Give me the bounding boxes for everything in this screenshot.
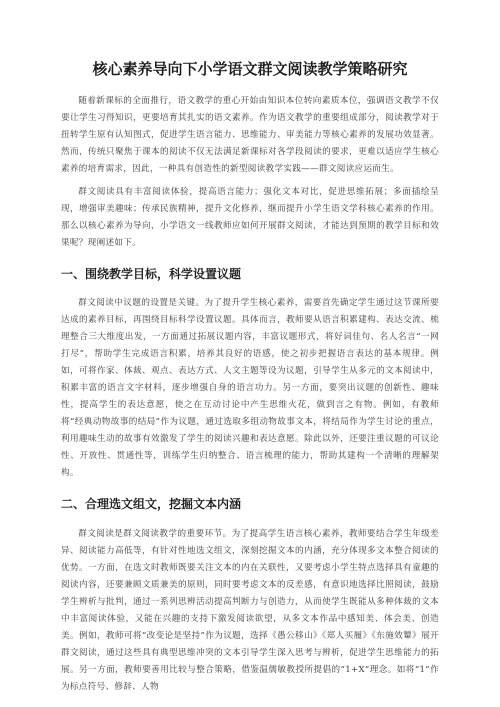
section-heading: 一、围绕教学目标，科学设置议题	[61, 267, 242, 281]
section-paragraph: 群文阅读中议题的设置是关键。为了提升学生核心素养，需要首先确定学生通过这节课所要达成的素养目标，再围绕目标科学设置议题。具体而言，教师要从语言积累建构、表达交流、梳理整合三大维度出发，一方面通过拓展议题内容，丰富议题形式，将好词佳句、名人名言“一网打尽”，帮助学生完成语言积累，培养其良好的语感，使之初步把握语言表达的基本规律。例如，可将作家、体裁、观点、表达方式、人文主题等设为议题，引导学生从多元的文本阅读中，积累丰富的语言文字材料，逐步增强自身的语言功力。另一方面，要突出议题的创新性、趣味性，提高学生的表达意愿，使之在互动讨论中产生思维火花，做到言之有物。例如，有教师将“经典动物故事的结局”作为议题，通过选取多组动物故事文本，将结局作为学生讨论的重点，利用趣味生动的故事有效激发了学生的阅读兴趣和表达意愿。除此以外，还要注重议题的可议论性、开放性、贯通性等，训练学生归纳整合、语言梳理的能力，帮助其建构一个清晰的理解架构。	[61, 298, 439, 478]
intro-paragraph: 随着新课标的全面推行，语文教学的重心开始由知识本位转向素质本位，强调语文教学不仅要让学生习得知识，更要培育其扎实的语文素养。作为语文教学的重要组成部分，阅读教学对于扭转学生原有认知图式，促进学生语言能力、思维能力、审美能力等核心素养的发展功效显著。然而，传统只聚焦于课本的阅读不仅无法满足新课标对各学段阅读的要求，更难以适应学生核心素养的培育需求，因此，一种具有创造性的新型阅读教学实践——群文阅读应运而生。	[61, 96, 439, 174]
section-heading: 二、合理选文组文，挖掘文本内涵	[61, 497, 242, 511]
section-paragraph: 群文阅读是群文阅读教学的重要环节。为了提高学生语言核心素养，教师要结合学生年级差异、阅读能力高低等，有针对性地选文组文，深刻挖掘文本的内涵，充分体现多文本整合阅读的优势。一方面，在选文时教师既要关注文本的内在关联性，又要考虑小学生特点选择具有童趣的阅读内容，还要兼顾文质兼美的原则，同时要考虑文本的反差感，有意识地选择比照阅读，鼓励学生辨析与批判，通过一系列思辨活动提高判断力与创造力，从而使学生既能从多种体裁的文本中丰富阅读体验，又能在兴趣的支持下激发阅读欲望，从多文本作品中感知美、体会美、创造美。例如，教师可将“改变论是坚持”作为议题，选择《愚公移山》《郑人买履》《东施效颦》展开群文阅读，通过这些具有典型思维冲突的文本引导学生深入思考与辨析，促进学生思维能力的拓展。另一方面，教师要善用比较与整合策略，借鉴温儒敏教授所提倡的“1+X”理念。如将“1”作为标点符号、修辞、人物	[61, 529, 439, 692]
intro-paragraph: 群文阅读具有丰富阅读体验，提高语言能力；强化文本对比，促进思维拓展；多面插绘呈现，增强审美趣味；传承民族精神，提升文化修养，继而提升小学生语文学科核心素养的作用。那么以核心素养为导向，小学语文一线教师应如何开展群文阅读，才能达到预期的教学目标和效果呢？现阐述如下。	[61, 187, 439, 248]
document-title: 核心素养导向下小学语文群文阅读教学策略研究	[92, 60, 408, 78]
